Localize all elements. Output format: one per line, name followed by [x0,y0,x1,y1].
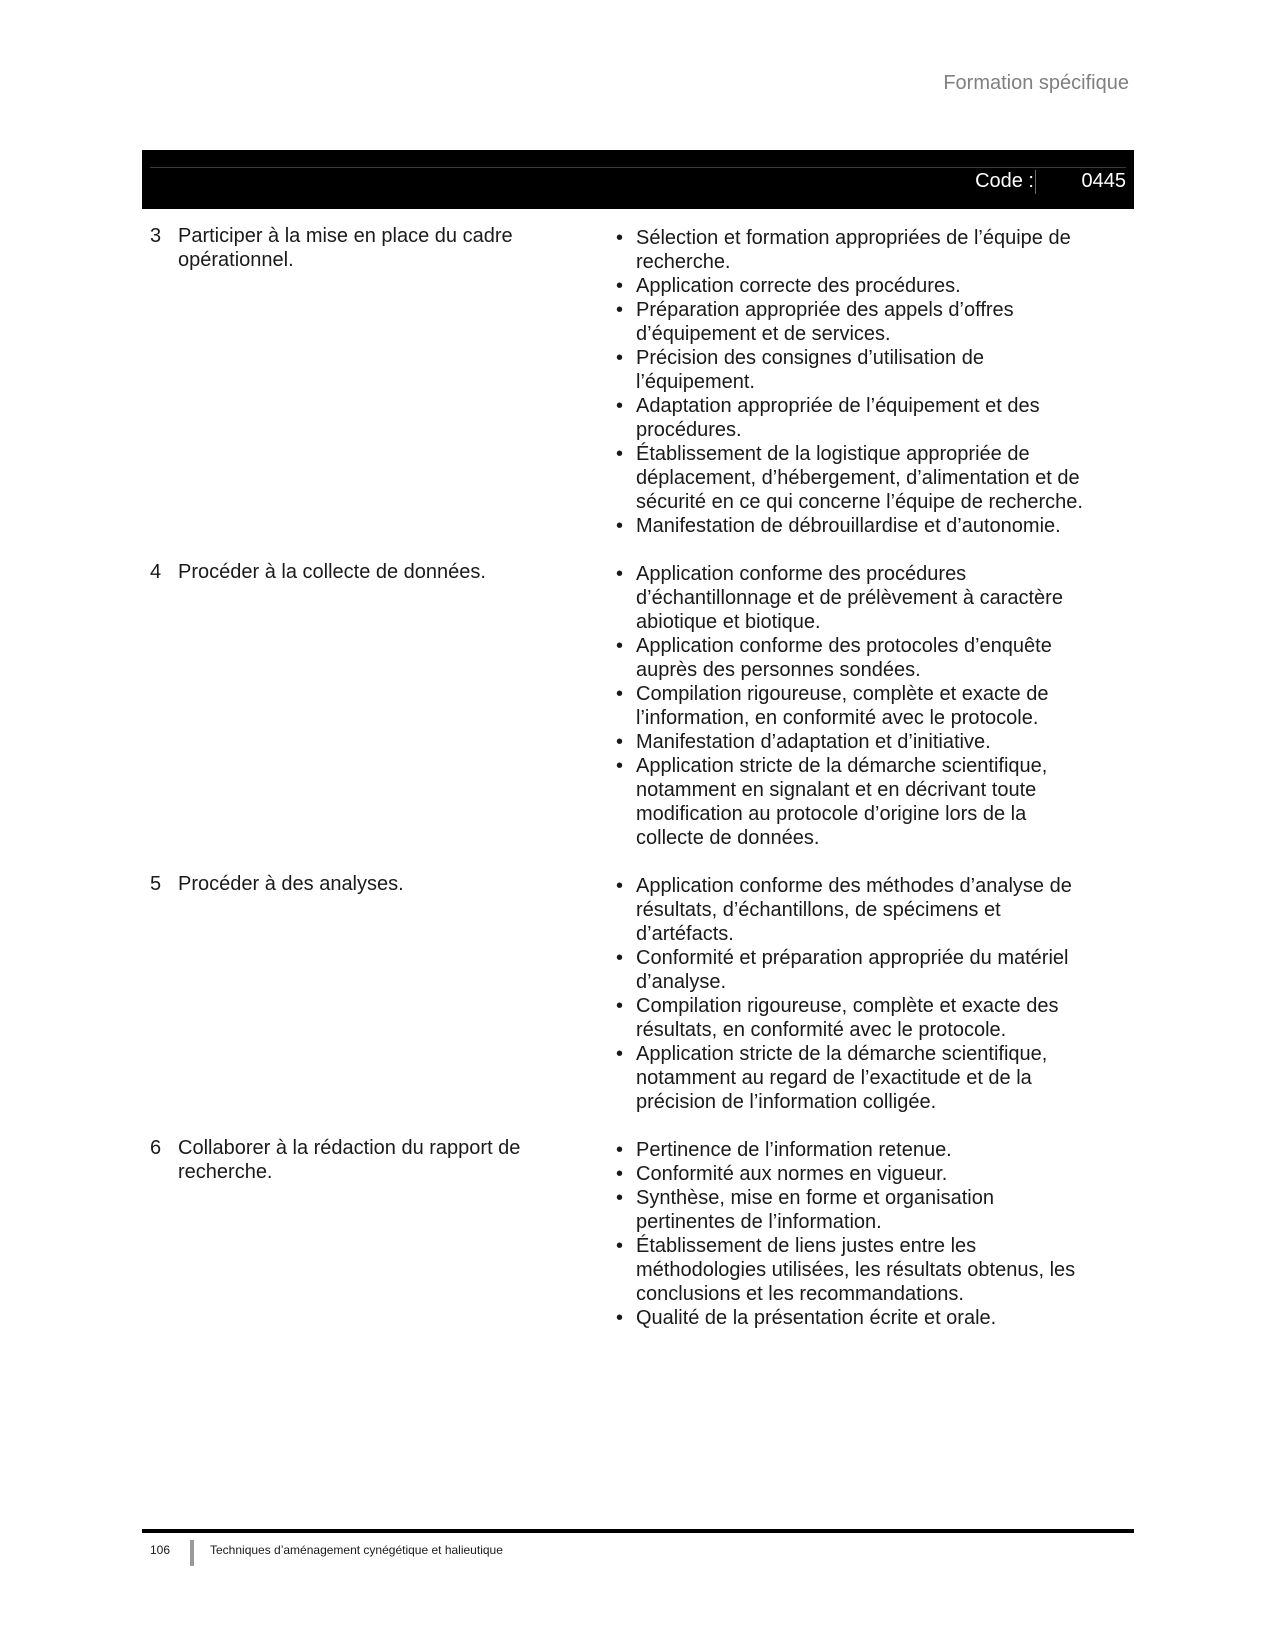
table-row [142,560,1134,850]
list-item: • Manifestation d’adaptation et d’initiative. [612,730,1092,754]
table-row [142,1136,1134,1330]
list-item: • Adaptation appropriée de l’équipement et des procédures. [612,394,1092,442]
list-item: • Application stricte de la démarche scientifique, notamment en signalant et en décrivant toute modification au protocole d’origine lors de la collecte de données. [612,754,1092,850]
list-item: • Application correcte des procédures. [612,274,1092,298]
table-row [142,224,1134,538]
list-item: • Établissement de la logistique appropriée de déplacement, d’hébergement, d’alimentation et de sécurité en ce qui concerne l’équipe de recherche. [612,442,1092,514]
element-text: Procéder à des analyses. [178,873,404,895]
list-item: • Application stricte de la démarche scientifique, notamment au regard de l’exactitude et de la précision de l’information colligée. [612,1042,1092,1114]
competency-table [142,224,1134,1352]
criteria-list [612,874,1092,1114]
list-item: • Établissement de liens justes entre les méthodologies utilisées, les résultats obtenus, les conclusions et les recommandations. [612,1234,1092,1306]
list-item: • Sélection et formation appropriées de l’équipe de recherche. [612,226,1092,274]
code-bar [142,150,1134,209]
element-text: Procéder à la collecte de données. [178,561,486,583]
element-cell [142,224,612,538]
footer-rule [142,1529,1134,1533]
table-row [142,872,1134,1114]
list-item: • Application conforme des méthodes d’analyse de résultats, d’échantillons, de spécimens et d’artéfacts. [612,874,1092,946]
element-number: 4 [150,561,162,583]
element-number: 3 [150,225,162,247]
element-cell [142,560,612,850]
list-item: • Précision des consignes d’utilisation de l’équipement. [612,346,1092,394]
element-text: Participer à la mise en place du cadre opérationnel. [178,225,513,271]
code-separator [1035,170,1036,194]
code-bar-rule [150,167,1126,168]
element-number: 5 [150,873,162,895]
element-number: 6 [150,1137,162,1159]
criteria-list [612,562,1092,850]
element-cell [142,1136,612,1330]
page-number: 106 [150,1543,171,1557]
code-label: Code : [975,170,1034,192]
footer-program-title: Techniques d’aménagement cynégétique et halieutique [210,1543,503,1557]
list-item: • Pertinence de l’information retenue. [612,1138,1092,1162]
list-item: • Application conforme des procédures d’échantillonnage et de prélèvement à caractère abiotique et biotique. [612,562,1092,634]
list-item: • Compilation rigoureuse, complète et exacte de l’information, en conformité avec le protocole. [612,682,1092,730]
element-text: Collaborer à la rédaction du rapport de recherche. [178,1137,521,1183]
list-item: • Compilation rigoureuse, complète et exacte des résultats, en conformité avec le protocole. [612,994,1092,1042]
list-item: • Préparation appropriée des appels d’offres d’équipement et de services. [612,298,1092,346]
running-head: Formation spécifique [943,72,1129,94]
list-item: • Synthèse, mise en forme et organisation pertinentes de l’information. [612,1186,1092,1234]
code-value: 0445 [1081,170,1126,192]
criteria-list [612,226,1092,538]
list-item: • Application conforme des protocoles d’enquête auprès des personnes sondées. [612,634,1092,682]
list-item: • Conformité aux normes en vigueur. [612,1162,1092,1186]
list-item: • Qualité de la présentation écrite et orale. [612,1306,1092,1330]
list-item: • Manifestation de débrouillardise et d’autonomie. [612,514,1092,538]
footer-divider [190,1540,194,1566]
element-cell [142,872,612,1114]
criteria-list [612,1138,1092,1330]
list-item: • Conformité et préparation appropriée du matériel d’analyse. [612,946,1092,994]
